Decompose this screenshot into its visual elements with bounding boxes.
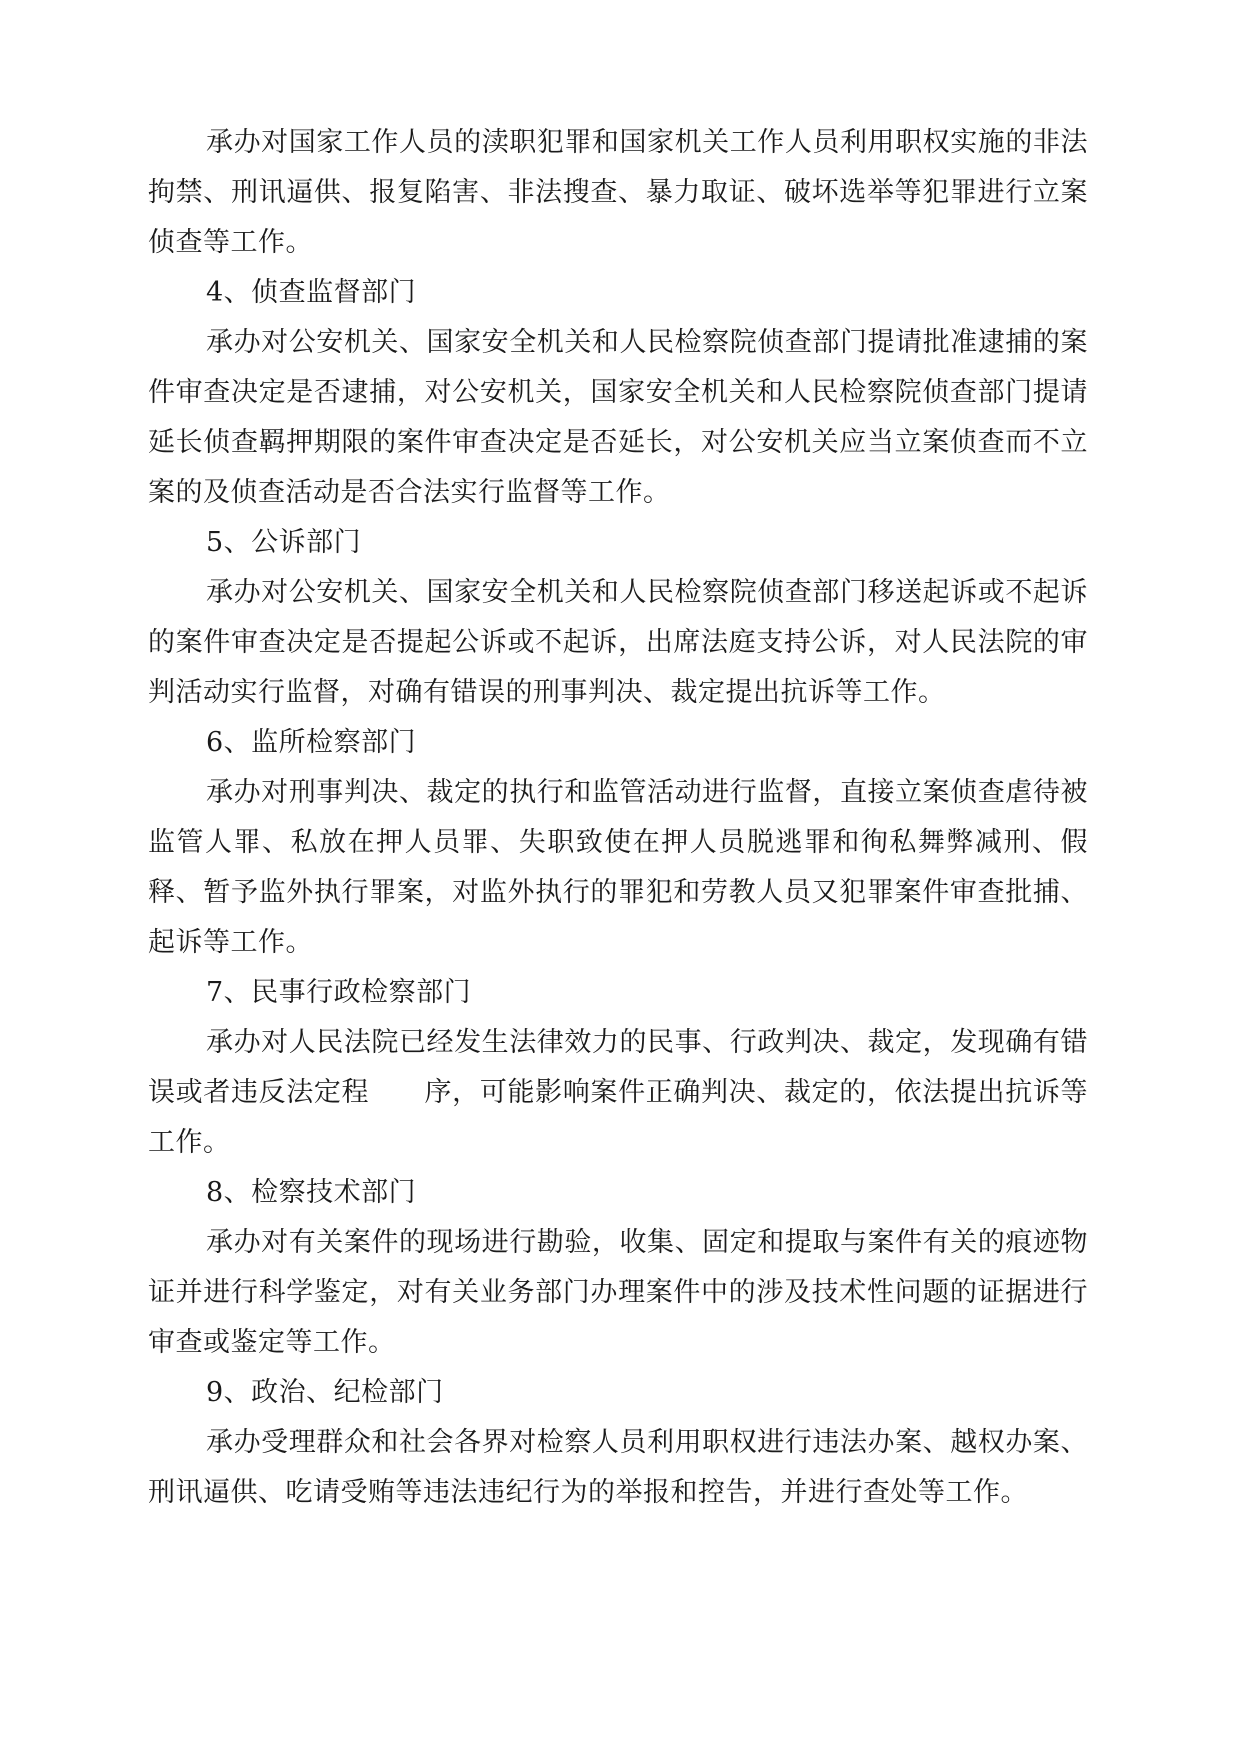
paragraph-intro: 承办对国家工作人员的渎职犯罪和国家机关工作人员利用职权实施的非法拘禁、刑讯逼供、报复陷害、非法搜查、暴力取证、破坏选举等犯罪进行立案侦查等工作。 xyxy=(148,127,1088,258)
paragraph-political-discipline: 承办受理群众和社会各界对检察人员利用职权进行违法办案、越权办案、刑讯逼供、吃请受贿等违法违纪行为的举报和控告，并进行查处等工作。 xyxy=(148,1427,1088,1508)
heading-public-prosecution: 5、公诉部门 xyxy=(206,527,362,558)
heading-civil-administrative: 7、民事行政检察部门 xyxy=(206,977,472,1008)
paragraph-investigation-supervision: 承办对公安机关、国家安全机关和人民检察院侦查部门提请批准逮捕的案件审查决定是否逮捕，对公安机关，国家安全机关和人民检察院侦查部门提请延长侦查羁押期限的案件审查决定是否延长，对公安机关应当立案侦查而不立案的及侦查活动是否合法实行监督等工作。 xyxy=(148,327,1088,508)
paragraph-civil-administrative: 承办对人民法院已经发生法律效力的民事、行政判决、裁定，发现确有错误或者违反法定程 序，可能影响案件正确判决、裁定的，依法提出抗诉等工作。 xyxy=(148,1027,1088,1158)
heading-investigation-supervision: 4、侦查监督部门 xyxy=(206,277,417,308)
document-body xyxy=(148,118,1088,1518)
paragraph-procuratorial-technology: 承办对有关案件的现场进行勘验，收集、固定和提取与案件有关的痕迹物证并进行科学鉴定，对有关业务部门办理案件中的涉及技术性问题的证据进行审查或鉴定等工作。 xyxy=(148,1227,1088,1358)
paragraph-public-prosecution: 承办对公安机关、国家安全机关和人民检察院侦查部门移送起诉或不起诉的案件审查决定是否提起公诉或不起诉，出席法庭支持公诉，对人民法院的审判活动实行监督，对确有错误的刑事判决、裁定提出抗诉等工作。 xyxy=(148,577,1088,708)
heading-procuratorial-technology: 8、检察技术部门 xyxy=(206,1177,417,1208)
heading-prison-procuratorate: 6、监所检察部门 xyxy=(206,727,417,758)
paragraph-prison-procuratorate: 承办对刑事判决、裁定的执行和监管活动进行监督，直接立案侦查虐待被监管人罪、私放在押人员罪、失职致使在押人员脱逃罪和徇私舞弊减刑、假释、暂予监外执行罪案，对监外执行的罪犯和劳教人员又犯罪案件审查批捕、起诉等工作。 xyxy=(148,777,1088,958)
heading-political-discipline: 9、政治、纪检部门 xyxy=(206,1377,444,1408)
